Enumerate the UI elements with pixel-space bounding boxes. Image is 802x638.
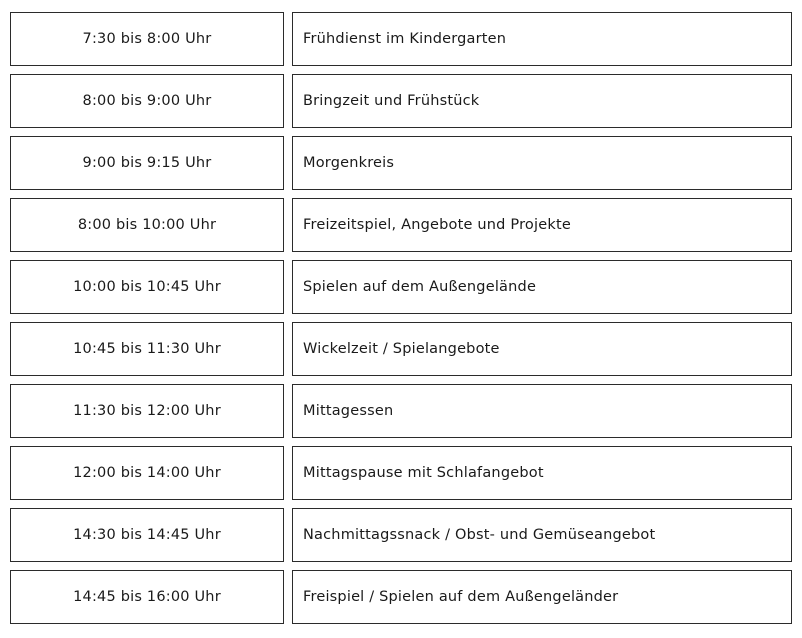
schedule-row [10, 446, 792, 500]
schedule-row [10, 260, 792, 314]
time-cell: 11:30 bis 12:00 Uhr [10, 384, 284, 438]
activity-cell: Morgenkreis [292, 136, 792, 190]
time-cell: 8:00 bis 10:00 Uhr [10, 198, 284, 252]
time-cell: 8:00 bis 9:00 Uhr [10, 74, 284, 128]
schedule-row [10, 74, 792, 128]
schedule-row [10, 198, 792, 252]
schedule-row [10, 12, 792, 66]
activity-cell: Spielen auf dem Außengelände [292, 260, 792, 314]
time-cell: 7:30 bis 8:00 Uhr [10, 12, 284, 66]
activity-cell: Frühdienst im Kindergarten [292, 12, 792, 66]
time-cell: 10:00 bis 10:45 Uhr [10, 260, 284, 314]
activity-cell: Mittagessen [292, 384, 792, 438]
schedule-row [10, 570, 792, 624]
activity-cell: Mittagspause mit Schlafangebot [292, 446, 792, 500]
time-cell: 14:30 bis 14:45 Uhr [10, 508, 284, 562]
activity-cell: Freizeitspiel, Angebote und Projekte [292, 198, 792, 252]
schedule-row [10, 508, 792, 562]
time-cell: 14:45 bis 16:00 Uhr [10, 570, 284, 624]
schedule-row [10, 322, 792, 376]
time-cell: 10:45 bis 11:30 Uhr [10, 322, 284, 376]
time-cell: 9:00 bis 9:15 Uhr [10, 136, 284, 190]
schedule-row [10, 136, 792, 190]
activity-cell: Wickelzeit / Spielangebote [292, 322, 792, 376]
activity-cell: Bringzeit und Frühstück [292, 74, 792, 128]
time-cell: 12:00 bis 14:00 Uhr [10, 446, 284, 500]
activity-cell: Freispiel / Spielen auf dem Außengeländer [292, 570, 792, 624]
schedule-row [10, 384, 792, 438]
activity-cell: Nachmittagssnack / Obst- und Gemüseangebot [292, 508, 792, 562]
daily-schedule [10, 12, 792, 624]
